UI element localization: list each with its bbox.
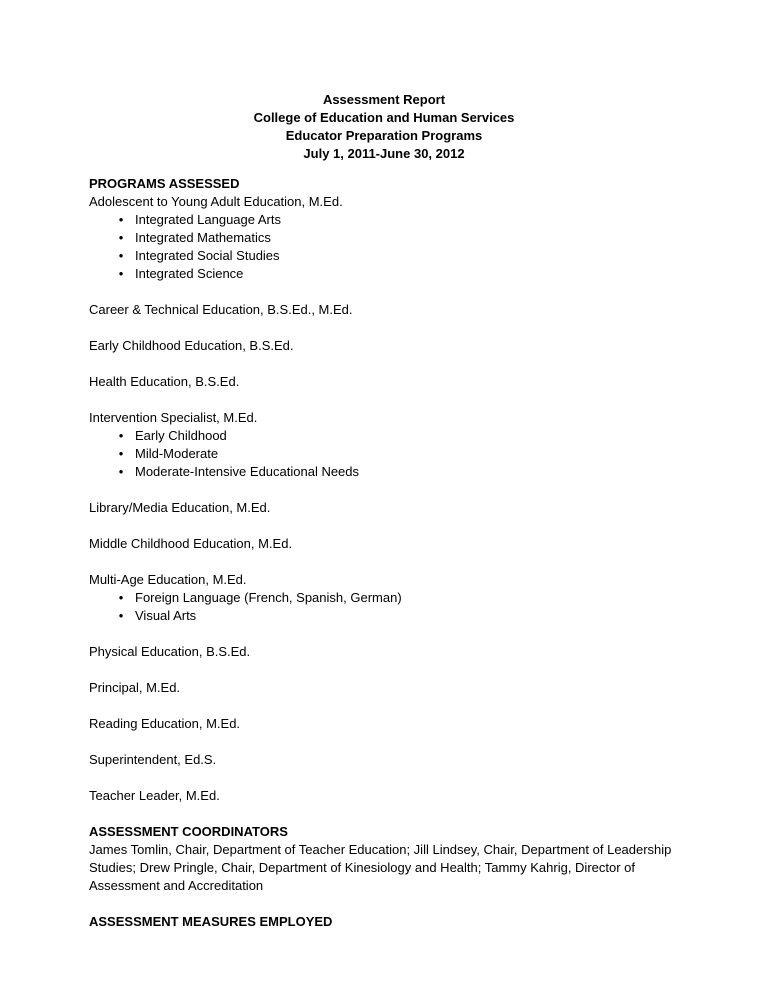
program-entry xyxy=(89,499,689,535)
report-period: July 1, 2011-June 30, 2012 xyxy=(303,146,465,161)
college-name: College of Education and Human Services xyxy=(253,110,515,125)
specialization-item xyxy=(115,427,689,445)
specialization-item xyxy=(115,211,689,229)
specialization-item xyxy=(115,247,689,265)
spacer xyxy=(89,769,689,787)
program-entry xyxy=(89,787,689,823)
bullet-icon: • xyxy=(118,248,124,263)
report-body xyxy=(89,175,689,931)
assessment-coordinators-heading: ASSESSMENT COORDINATORS xyxy=(89,824,288,839)
program-name: Reading Education, M.Ed. xyxy=(89,716,241,731)
bullet-icon: • xyxy=(118,428,124,443)
program-entry xyxy=(89,751,689,787)
specialization-item xyxy=(115,607,689,625)
specialization-label: Early Childhood xyxy=(135,428,227,443)
specialization-item xyxy=(115,265,689,283)
program-entry xyxy=(89,715,689,751)
report-title-block xyxy=(0,91,768,163)
program-entry xyxy=(89,337,689,373)
coordinators-text: James Tomlin, Chair, Department of Teacher Education; Jill Lindsey, Chair, Department of Leadership Studies; Drew Pringle, Chair, Department of Kinesiology and Health; Tammy Kahrig, Director of Assessment and Accreditation xyxy=(89,842,672,893)
bullet-icon: • xyxy=(118,266,124,281)
specialization-label: Foreign Language (French, Spanish, German) xyxy=(135,590,402,605)
specialization-label: Integrated Language Arts xyxy=(135,212,282,227)
spacer xyxy=(89,697,689,715)
bullet-icon: • xyxy=(118,446,124,461)
spacer xyxy=(89,553,689,571)
spacer xyxy=(89,625,689,643)
program-name: Teacher Leader, M.Ed. xyxy=(89,788,220,803)
program-entry xyxy=(89,679,689,715)
specialization-item xyxy=(115,229,689,247)
program-specializations xyxy=(89,427,689,481)
spacer xyxy=(89,355,689,373)
bullet-icon: • xyxy=(118,212,124,227)
spacer xyxy=(89,895,689,913)
spacer xyxy=(89,481,689,499)
bullet-icon: • xyxy=(118,464,124,479)
report-title: Assessment Report xyxy=(322,92,446,107)
program-name: Intervention Specialist, M.Ed. xyxy=(89,410,258,425)
specialization-label: Integrated Science xyxy=(135,266,244,281)
program-name: Library/Media Education, M.Ed. xyxy=(89,500,271,515)
program-name: Multi-Age Education, M.Ed. xyxy=(89,572,247,587)
program-name: Principal, M.Ed. xyxy=(89,680,181,695)
program-name: Middle Childhood Education, M.Ed. xyxy=(89,536,293,551)
specialization-item xyxy=(115,463,689,481)
program-entry xyxy=(89,409,689,499)
specialization-label: Visual Arts xyxy=(135,608,197,623)
spacer xyxy=(89,319,689,337)
spacer xyxy=(89,391,689,409)
program-specializations xyxy=(89,589,689,625)
specialization-label: Mild-Moderate xyxy=(135,446,219,461)
program-group: Educator Preparation Programs xyxy=(285,128,483,143)
spacer xyxy=(89,805,689,823)
spacer xyxy=(89,733,689,751)
program-name: Career & Technical Education, B.S.Ed., M.Ed. xyxy=(89,302,353,317)
program-entry xyxy=(89,193,689,301)
program-name: Physical Education, B.S.Ed. xyxy=(89,644,251,659)
program-specializations xyxy=(89,211,689,283)
program-name: Superintendent, Ed.S. xyxy=(89,752,217,767)
program-list xyxy=(89,193,689,823)
assessment-measures-heading: ASSESSMENT MEASURES EMPLOYED xyxy=(89,914,333,929)
specialization-item xyxy=(115,445,689,463)
program-name: Adolescent to Young Adult Education, M.Ed. xyxy=(89,194,343,209)
specialization-label: Integrated Mathematics xyxy=(135,230,271,245)
program-entry xyxy=(89,571,689,643)
spacer xyxy=(89,661,689,679)
bullet-icon: • xyxy=(118,230,124,245)
specialization-label: Integrated Social Studies xyxy=(135,248,280,263)
program-entry xyxy=(89,643,689,679)
specialization-item xyxy=(115,589,689,607)
program-name: Health Education, B.S.Ed. xyxy=(89,374,240,389)
program-entry xyxy=(89,535,689,571)
program-entry xyxy=(89,373,689,409)
program-name: Early Childhood Education, B.S.Ed. xyxy=(89,338,294,353)
specialization-label: Moderate-Intensive Educational Needs xyxy=(135,464,360,479)
programs-assessed-heading: PROGRAMS ASSESSED xyxy=(89,176,240,191)
spacer xyxy=(89,517,689,535)
bullet-icon: • xyxy=(118,608,124,623)
program-entry xyxy=(89,301,689,337)
bullet-icon: • xyxy=(118,590,124,605)
spacer xyxy=(89,283,689,301)
